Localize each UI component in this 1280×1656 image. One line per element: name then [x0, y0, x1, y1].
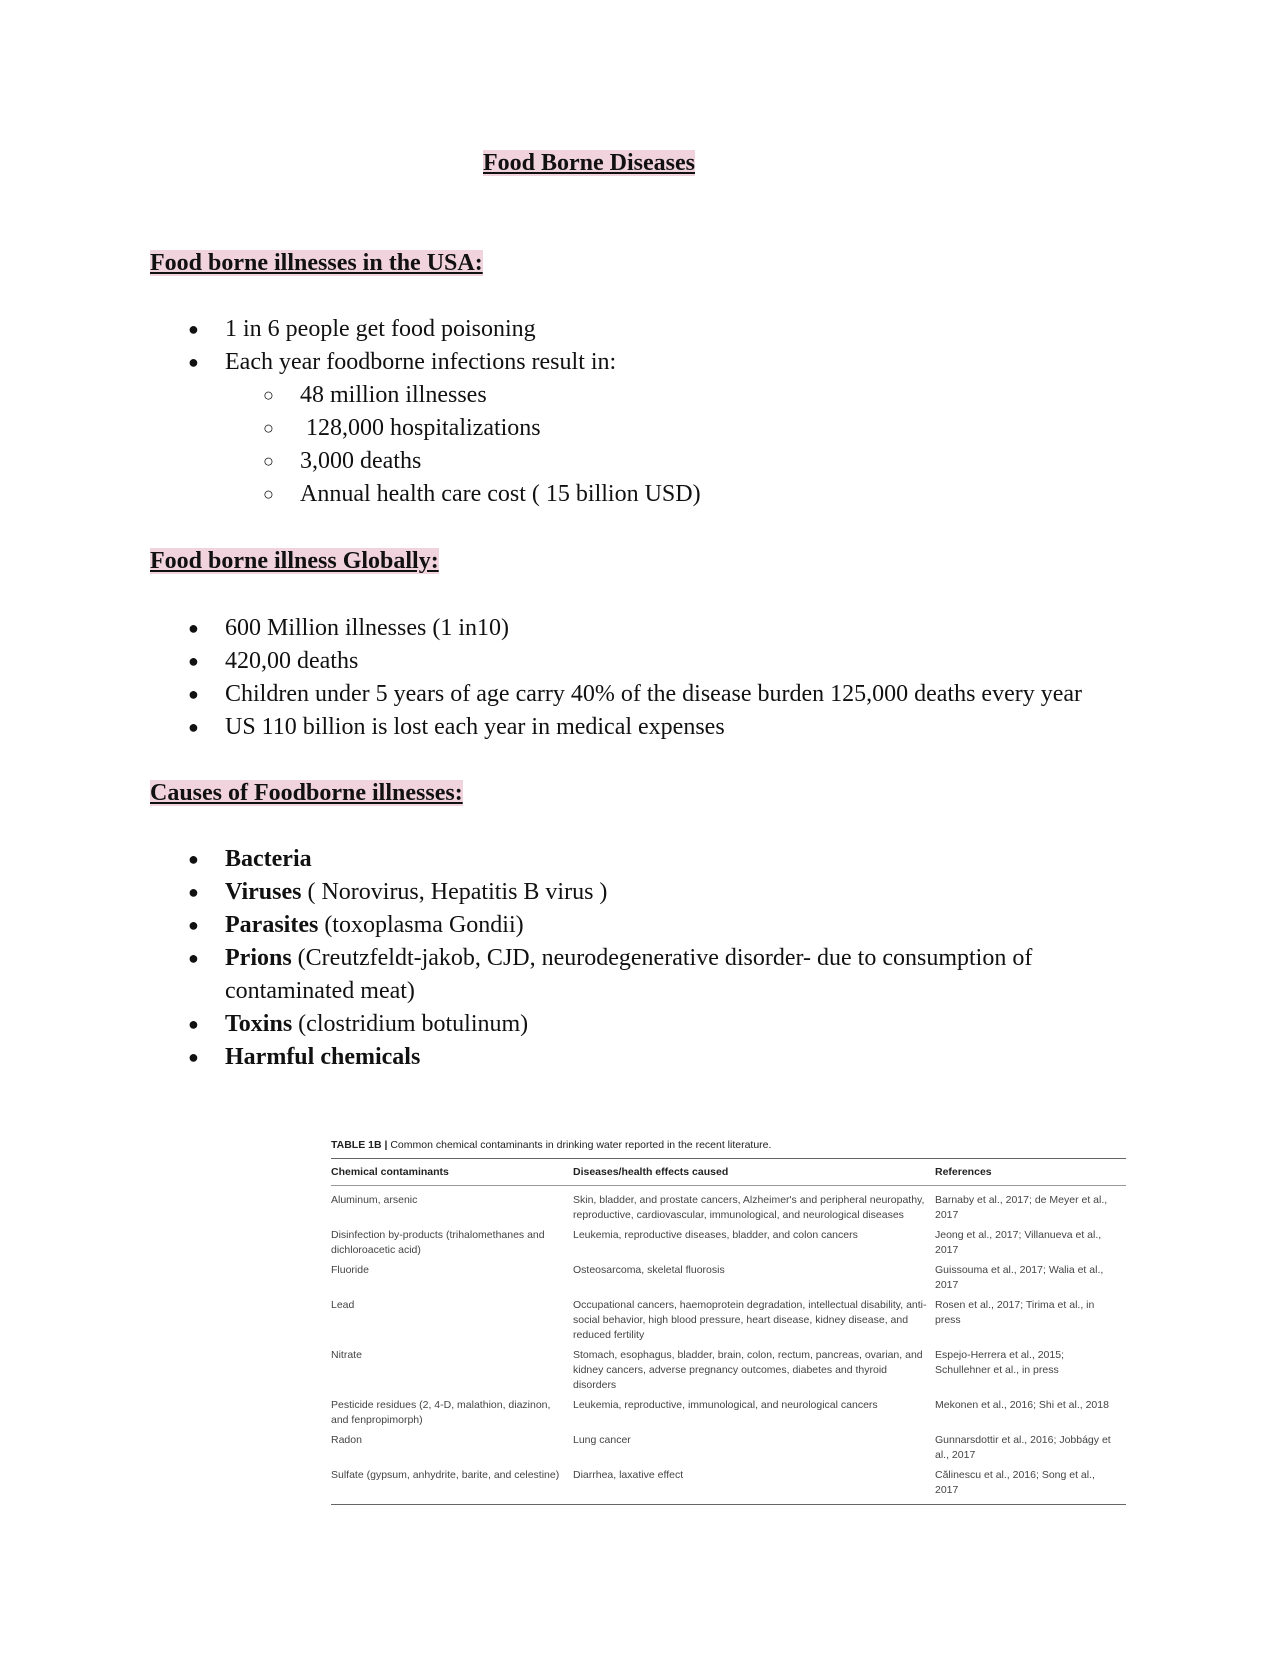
list-item: ● Parasites (toxoplasma Gondii) — [0, 909, 1145, 942]
table-cell: Gunnarsdottir et al., 2016; Jobbágy et al., 2017 — [935, 1434, 1111, 1461]
column-header: Diseases/health effects caused — [573, 1159, 935, 1186]
table-cell: Disinfection by-products (trihalomethanes and dichloroacetic acid) — [331, 1229, 545, 1256]
table-row — [331, 1465, 1126, 1505]
list-item: ● 600 Million illnesses (1 in10) — [0, 612, 1145, 645]
usa-bullet-list — [0, 313, 1145, 511]
table-cell: Rosen et al., 2017; Tirima et al., in press — [935, 1299, 1095, 1326]
table-cell: Leukemia, reproductive diseases, bladder, and colon cancers — [573, 1229, 858, 1241]
table-cell: Guissouma et al., 2017; Walia et al., 2017 — [935, 1264, 1104, 1291]
table-cell: Barnaby et al., 2017; de Meyer et al., 2017 — [935, 1194, 1108, 1221]
table-caption: TABLE 1B | Common chemical contaminants in drinking water reported in the recent literature. — [331, 1139, 772, 1151]
table-row — [331, 1295, 1126, 1345]
table-row — [331, 1260, 1126, 1295]
column-header: References — [935, 1159, 1126, 1186]
chemical-contaminants-table — [331, 1158, 1126, 1505]
list-item: ● Children under 5 years of age carry 40% of the disease burden 125,000 deaths every year — [0, 678, 1145, 711]
table-cell: Diarrhea, laxative effect — [573, 1465, 935, 1505]
table-cell: Aluminum, arsenic — [331, 1194, 418, 1206]
table-cell: Leukemia, reproductive, immunological, and neurological cancers — [573, 1399, 878, 1411]
table-cell: Jeong et al., 2017; Villanueva et al., 2017 — [935, 1229, 1102, 1256]
section-heading-global: Food borne illness Globally: — [150, 548, 439, 574]
global-bullet-list — [0, 612, 1145, 744]
usa-sub-list — [225, 379, 1145, 511]
table-cell: Lead — [331, 1299, 355, 1311]
section-heading-causes: Causes of Foodborne illnesses: — [150, 780, 463, 806]
list-item: ○ Annual health care cost ( 15 billion USD) — [0, 478, 1220, 511]
table-row — [331, 1345, 1126, 1395]
table-header-row — [331, 1159, 1126, 1186]
table-cell: Radon — [331, 1434, 362, 1446]
list-item: ● Bacteria — [0, 843, 1145, 876]
list-item: ○ 48 million illnesses — [0, 379, 1220, 412]
list-item: ● 420,00 deaths — [0, 645, 1145, 678]
table-cell: Nitrate — [331, 1349, 362, 1361]
table-cell: Espejo-Herrera et al., 2015; Schullehner et al., in press — [935, 1349, 1064, 1376]
table-row — [331, 1186, 1126, 1226]
table-cell: Mekonen et al., 2016; Shi et al., 2018 — [935, 1399, 1109, 1411]
table-row — [331, 1395, 1126, 1430]
list-item: ● 1 in 6 people get food poisoning — [0, 313, 1145, 346]
table-cell: Călinescu et al., 2016; Song et al., 2017 — [935, 1465, 1126, 1505]
table-row — [331, 1225, 1126, 1260]
table-cell: Lung cancer — [573, 1434, 631, 1446]
list-item: ● Prions (Creutzfeldt-jakob, CJD, neurodegenerative disorder- due to consumption of contaminated meat) — [0, 942, 1075, 1008]
list-item: ● US 110 billion is lost each year in medical expenses — [0, 711, 1145, 744]
list-item: ● Toxins (clostridium botulinum) — [0, 1008, 1145, 1041]
table-cell: Osteosarcoma, skeletal fluorosis — [573, 1264, 725, 1276]
list-item: ○ 128,000 hospitalizations — [0, 412, 1220, 445]
table-cell: Occupational cancers, haemoprotein degradation, intellectual disability, anti-social behavior, high blood pressure, heart disease, kidney disease, and reduced fertility — [573, 1299, 927, 1341]
section-heading-usa: Food borne illnesses in the USA: — [150, 250, 483, 276]
list-item: ○ 3,000 deaths — [0, 445, 1220, 478]
list-item: ● Harmful chemicals — [0, 1041, 1145, 1074]
table-row — [331, 1430, 1126, 1465]
table-cell: Skin, bladder, and prostate cancers, Alzheimer's and peripheral neuropathy, reproductive, cardiovascular, immunological, and neurological diseases — [573, 1194, 925, 1221]
list-item: ● Viruses ( Norovirus, Hepatitis B virus ) — [0, 876, 1145, 909]
causes-bullet-list — [0, 843, 1145, 1074]
table-cell: Sulfate (gypsum, anhydrite, barite, and celestine) — [331, 1465, 573, 1505]
table-cell: Stomach, esophagus, bladder, brain, colon, rectum, pancreas, ovarian, and kidney cancers, adverse pregnancy outcomes, diabetes and thyroid disorders — [573, 1349, 923, 1391]
table-cell: Fluoride — [331, 1264, 369, 1276]
column-header: Chemical contaminants — [331, 1159, 573, 1186]
chemical-contaminants-table-figure — [331, 1138, 1126, 1505]
table-cell: Pesticide residues (2, 4-D, malathion, diazinon, and fenpropimorph) — [331, 1399, 551, 1426]
document-title: Food Borne Diseases — [483, 150, 695, 176]
list-item: ● Each year foodborne infections result in: ○ 48 million illnesses ○ 128,000 hospitalizations ○ 3,000 deaths ○ Annual health care cost ( 15 billion USD) — [0, 346, 1145, 511]
